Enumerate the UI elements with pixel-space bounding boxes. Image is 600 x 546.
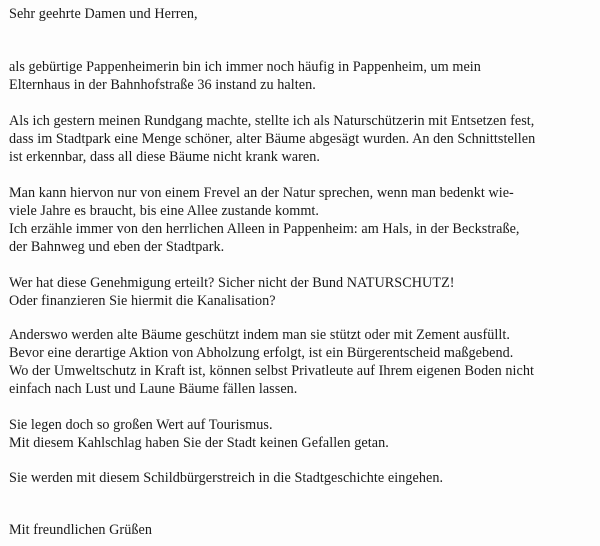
salutation: Sehr geehrte Damen und Herren, [9, 6, 198, 22]
paragraph-4-line-2: Oder finanzieren Sie hiermit die Kanalisation? [9, 293, 276, 309]
paragraph-5-line-4: einfach nach Lust und Laune Bäume fällen lassen. [9, 381, 298, 397]
paragraph-6-line-2: Mit diesem Kahlschlag haben Sie der Stadt keinen Gefallen getan. [9, 435, 389, 451]
paragraph-3-line-2: viele Jahre es braucht, bis eine Allee zustande kommt. [9, 203, 319, 219]
paragraph-3-line-3: Ich erzähle immer von den herrlichen Alleen in Pappenheim: am Hals, in der Beckstraße, [9, 221, 520, 237]
paragraph-3-line-1: Man kann hiervon nur von einem Frevel an der Natur sprechen, wenn man bedenkt wie- [9, 185, 514, 201]
paragraph-1-line-2: Elternhaus in der Bahnhofstraße 36 instand zu halten. [9, 77, 316, 93]
paragraph-6-line-1: Sie legen doch so großen Wert auf Tourismus. [9, 417, 273, 433]
paragraph-5-line-1: Anderswo werden alte Bäume geschützt indem man sie stützt oder mit Zement ausfüllt. [9, 327, 510, 343]
paragraph-3-line-4: der Bahnweg und eben der Stadtpark. [9, 239, 225, 255]
paragraph-1-line-1: als gebürtige Pappenheimerin bin ich immer noch häufig in Pappenheim, um mein [9, 59, 481, 75]
paragraph-7-line-1: Sie werden mit diesem Schildbürgerstreich in die Stadtgeschichte eingehen. [9, 470, 444, 486]
paragraph-5-line-2: Bevor eine derartige Aktion von Abholzung erfolgt, ist ein Bürgerentscheid maßgebend. [9, 345, 514, 361]
paragraph-2-line-1: Als ich gestern meinen Rundgang machte, stellte ich als Naturschützerin mit Entsetzen fest, [9, 113, 535, 129]
closing: Mit freundlichen Grüßen [9, 522, 152, 538]
paragraph-5-line-3: Wo der Umweltschutz in Kraft ist, können selbst Privatleute auf Ihrem eigenen Boden nicht [9, 363, 534, 379]
paragraph-4-line-1: Wer hat diese Genehmigung erteilt? Sicher nicht der Bund NATURSCHUTZ! [9, 275, 455, 291]
paragraph-2-line-3: ist erkennbar, dass all diese Bäume nicht krank waren. [9, 149, 320, 165]
paragraph-2-line-2: dass im Stadtpark eine Menge schöner, alter Bäume abgesägt wurden. An den Schnittstellen [9, 131, 536, 147]
